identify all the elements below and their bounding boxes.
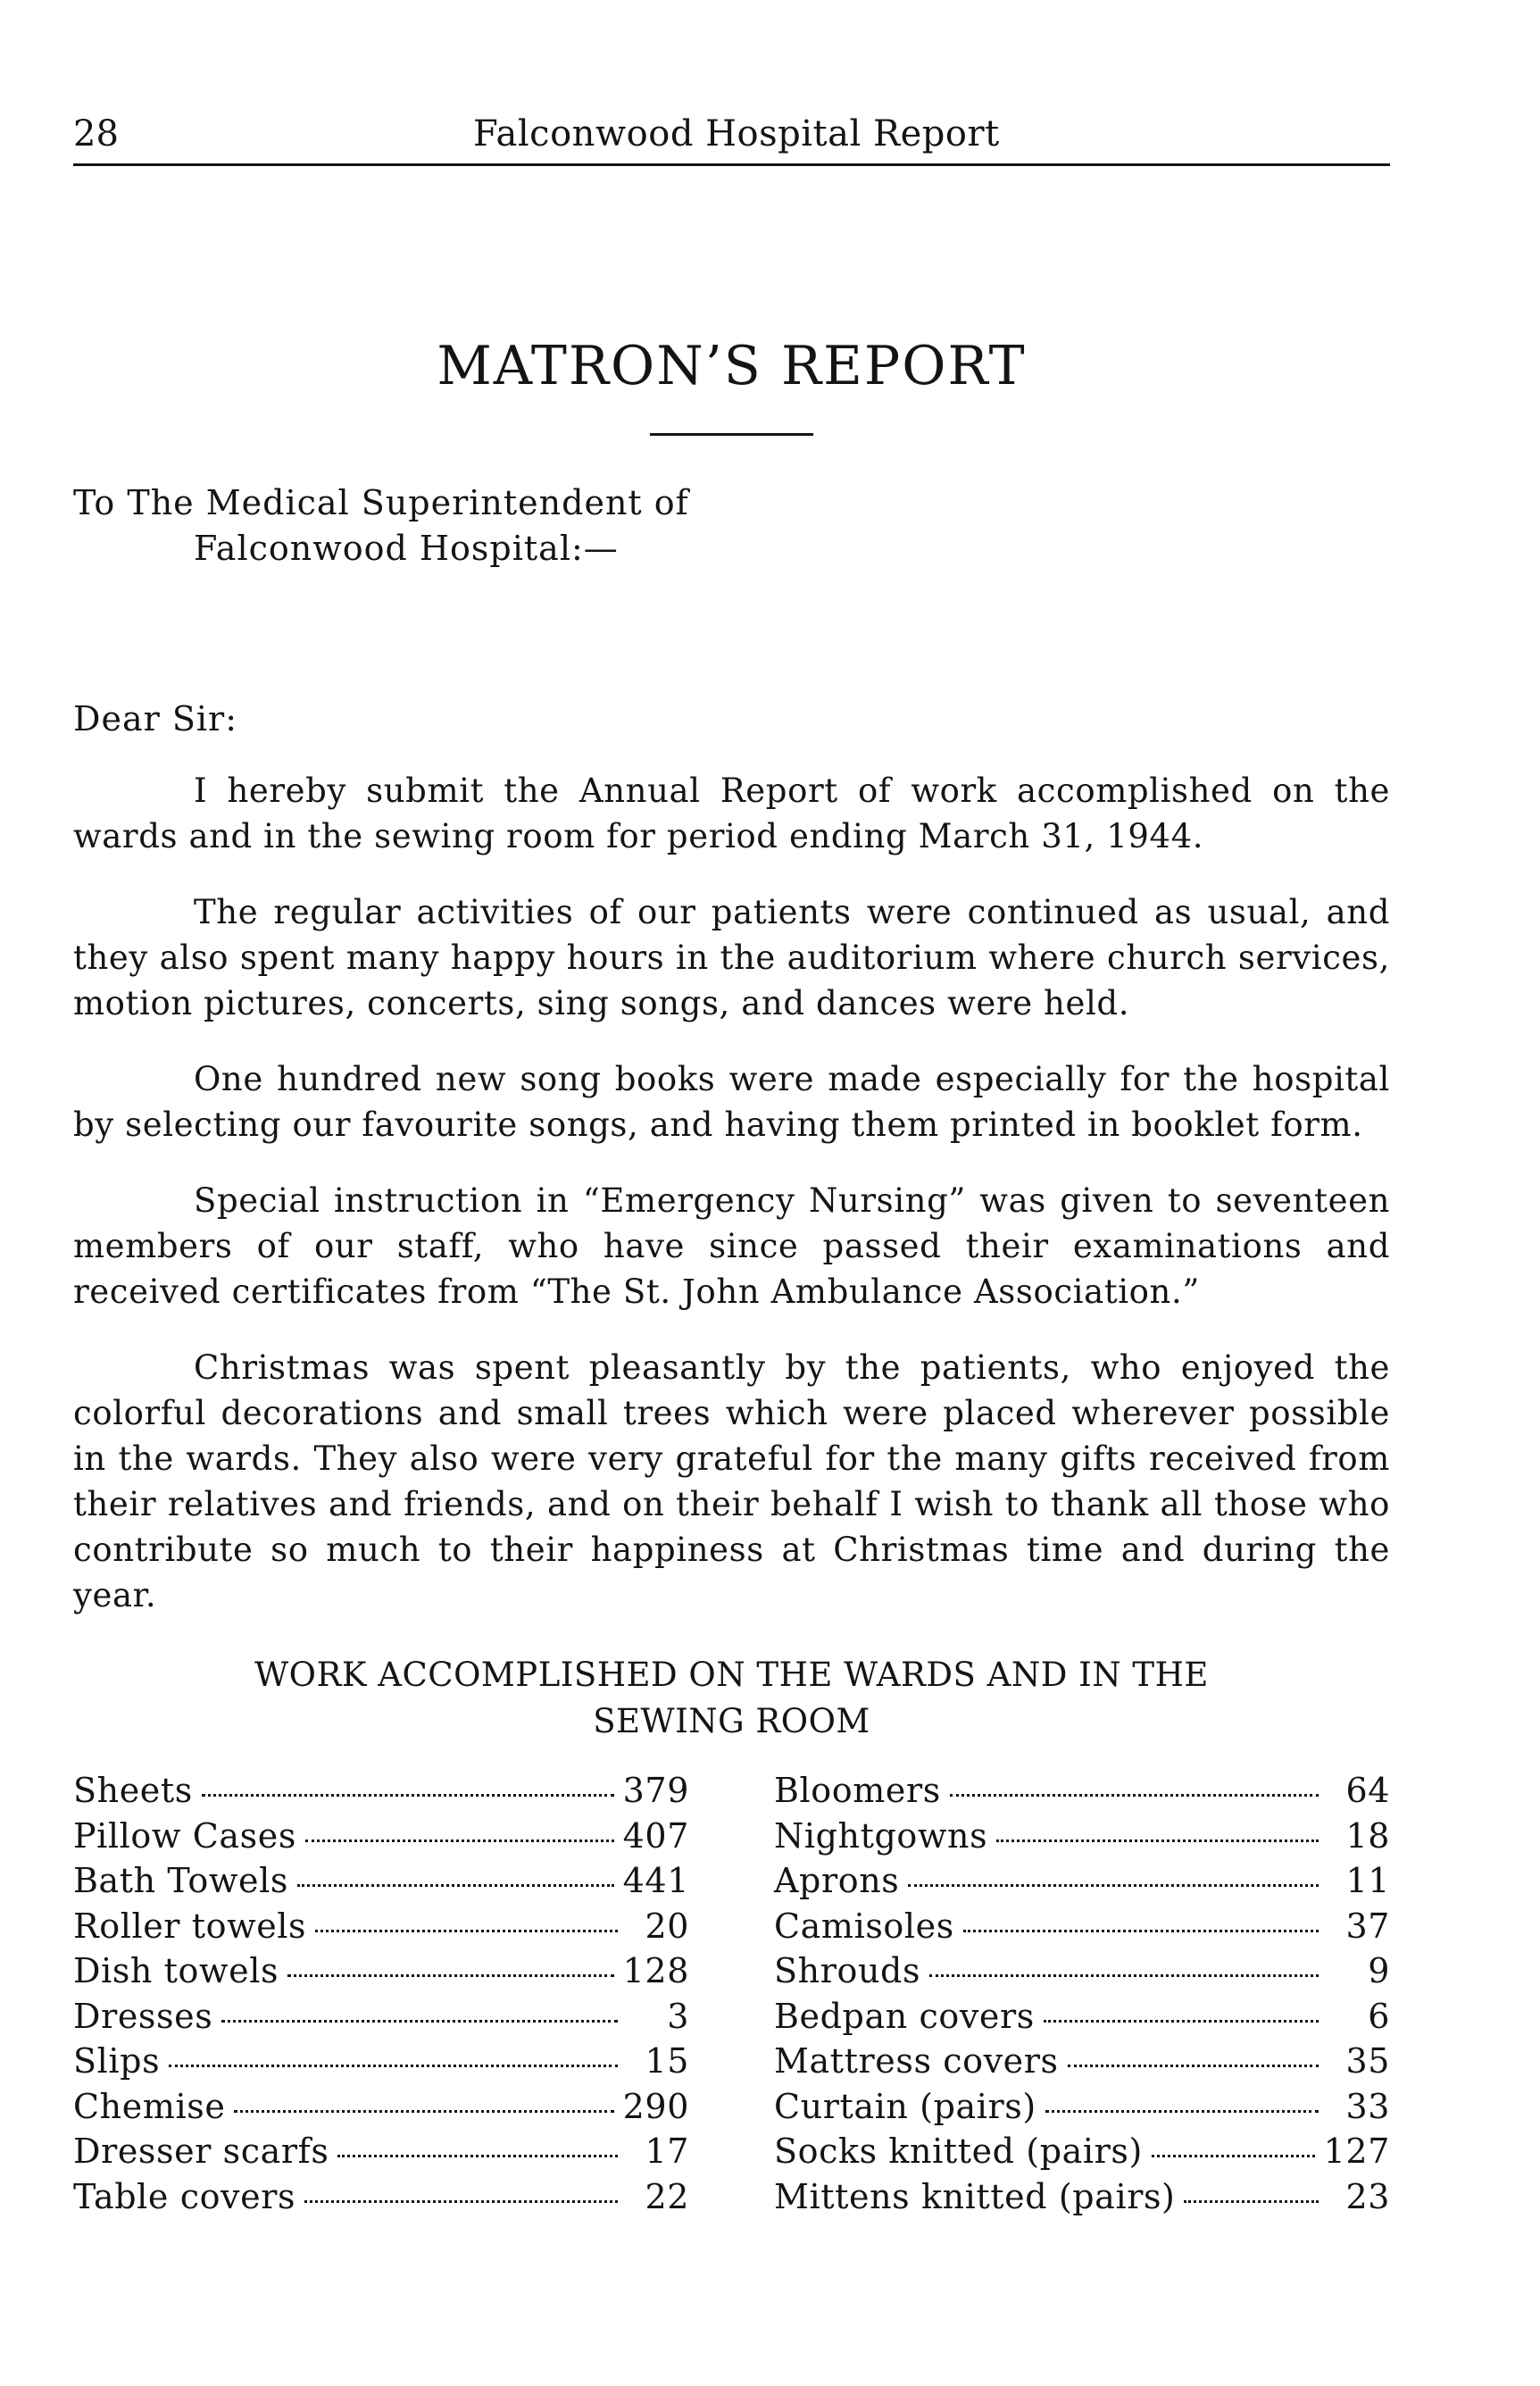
dot-leader [1045,2110,1319,2113]
dot-leader [304,2200,618,2203]
paragraph: I hereby submit the Annual Report of work accomplished on the wards and in the sewing room for period ending March 31, 1944. [73,772,1390,855]
running-title: Falconwood Hospital Report [473,113,1000,154]
work-item: Bath Towels [73,1861,288,1900]
address-line-2: Falconwood Hospital:— [194,529,619,568]
dot-leader [337,2155,618,2157]
work-column-right [774,1768,1390,2219]
work-item: Socks knitted (pairs) [774,2132,1143,2171]
work-item: Mattress covers [774,2041,1059,2081]
work-row [774,2129,1390,2174]
work-row [774,1858,1390,1904]
dot-leader [929,1974,1319,1977]
work-row [774,1994,1390,2040]
dot-leader [1068,2065,1319,2067]
work-quantity: 15 [645,2041,689,2081]
work-row [73,1994,689,2040]
report-page [73,107,1390,2216]
work-row [73,1858,689,1904]
dot-leader [305,1840,614,1842]
work-row [73,1904,689,1949]
work-row [774,2039,1390,2084]
dot-leader [950,1794,1319,1797]
paragraph: Special instruction in “Emergency Nursing” was given to seventeen members of our staff, who have since passed their examinations and received certificates from “The St. John Ambulance Association.” [73,1181,1390,1311]
salutation: Dear Sir: [73,699,238,738]
work-quantity: 35 [1345,2041,1390,2081]
work-row [73,1768,689,1814]
work-row [73,2174,689,2220]
work-quantity: 290 [622,2086,689,2126]
dot-leader [234,2110,613,2113]
work-row [774,2084,1390,2130]
work-quantity: 3 [667,1996,689,2036]
work-item: Bloomers [774,1771,941,1810]
work-row [774,1814,1390,1859]
work-quantity: 22 [645,2176,689,2216]
section-heading-line-2: SEWING ROOM [593,1702,870,1740]
work-item: Dish towels [73,1951,279,1990]
work-quantity: 127 [1323,2132,1390,2171]
dot-leader [908,1884,1319,1887]
dot-leader [963,1930,1319,1932]
dot-leader [169,2065,618,2067]
work-item: Shrouds [774,1951,921,1990]
work-item: Slips [73,2041,161,2081]
work-quantity: 407 [622,1815,689,1856]
dot-leader [996,1840,1319,1842]
work-row [73,1948,689,1994]
work-row [774,1768,1390,1814]
letter-body [73,768,1390,1648]
work-row [73,2039,689,2084]
work-row [73,2084,689,2130]
paragraph: One hundred new song books were made especially for the hospital by selecting our favourite songs, and having them printed in booklet form. [73,1060,1390,1144]
dot-leader [202,1794,614,1797]
work-quantity: 11 [1345,1861,1390,1900]
dot-leader [221,2020,618,2023]
work-row [774,1904,1390,1949]
work-item: Sheets [73,1771,193,1810]
work-quantity: 20 [645,1906,689,1946]
work-row [774,2174,1390,2220]
work-item: Roller towels [73,1906,307,1946]
dot-leader [287,1974,614,1977]
dot-leader [1184,2200,1319,2203]
work-quantity: 379 [622,1771,689,1810]
work-quantity: 33 [1345,2086,1390,2126]
work-quantity: 128 [622,1951,689,1990]
work-item: Camisoles [774,1906,954,1946]
work-item: Mittens knitted (pairs) [774,2176,1176,2216]
dot-leader [315,1930,618,1932]
paragraph: The regular activities of our patients were continued as usual, and they also spent many happy hours in the auditorium where church services, motion pictures, concerts, sing songs, and dances were held. [73,893,1390,1022]
work-item: Curtain (pairs) [774,2086,1036,2126]
work-row [73,2129,689,2174]
work-item: Aprons [774,1861,900,1900]
page-number: 28 [73,113,119,154]
work-quantity: 37 [1345,1906,1390,1946]
work-section-heading [73,1652,1390,1745]
work-item: Bedpan covers [774,1996,1035,2036]
work-row [774,1948,1390,1994]
address-line-1: To The Medical Superintendent of [73,483,689,522]
paragraph: Christmas was spent pleasantly by the patients, who enjoyed the colorful decorations and small trees which were placed wherever possible in the wards. They also were very grateful for the many gifts received from their relatives and friends, and on their behalf I wish to thank all those who contribute so much to their happiness at Christmas time and during the year. [73,1348,1390,1614]
work-quantity: 441 [622,1861,689,1900]
work-item: Dresses [73,1996,213,2036]
work-quantity: 6 [1368,1996,1390,2036]
header-rule [73,163,1390,166]
work-item: Table covers [73,2176,296,2216]
work-quantity: 23 [1345,2176,1390,2216]
dot-leader [297,1884,614,1887]
work-row [73,1814,689,1859]
section-heading-line-1: WORK ACCOMPLISHED ON THE WARDS AND IN THE [254,1656,1209,1694]
report-title: MATRON’S REPORT [437,335,1027,397]
work-item: Nightgowns [774,1815,988,1856]
work-quantity: 17 [645,2132,689,2171]
work-quantity: 64 [1345,1771,1390,1810]
dot-leader [1152,2155,1315,2157]
running-head [73,107,1390,161]
work-quantity: 18 [1345,1815,1390,1856]
work-column-left [73,1768,689,2219]
address-block [73,480,689,571]
work-item: Chemise [73,2086,226,2126]
work-quantity: 9 [1368,1951,1390,1990]
work-item: Pillow Cases [73,1815,296,1856]
dot-leader [1044,2020,1319,2023]
title-rule [650,433,813,436]
work-item: Dresser scarfs [73,2132,329,2171]
